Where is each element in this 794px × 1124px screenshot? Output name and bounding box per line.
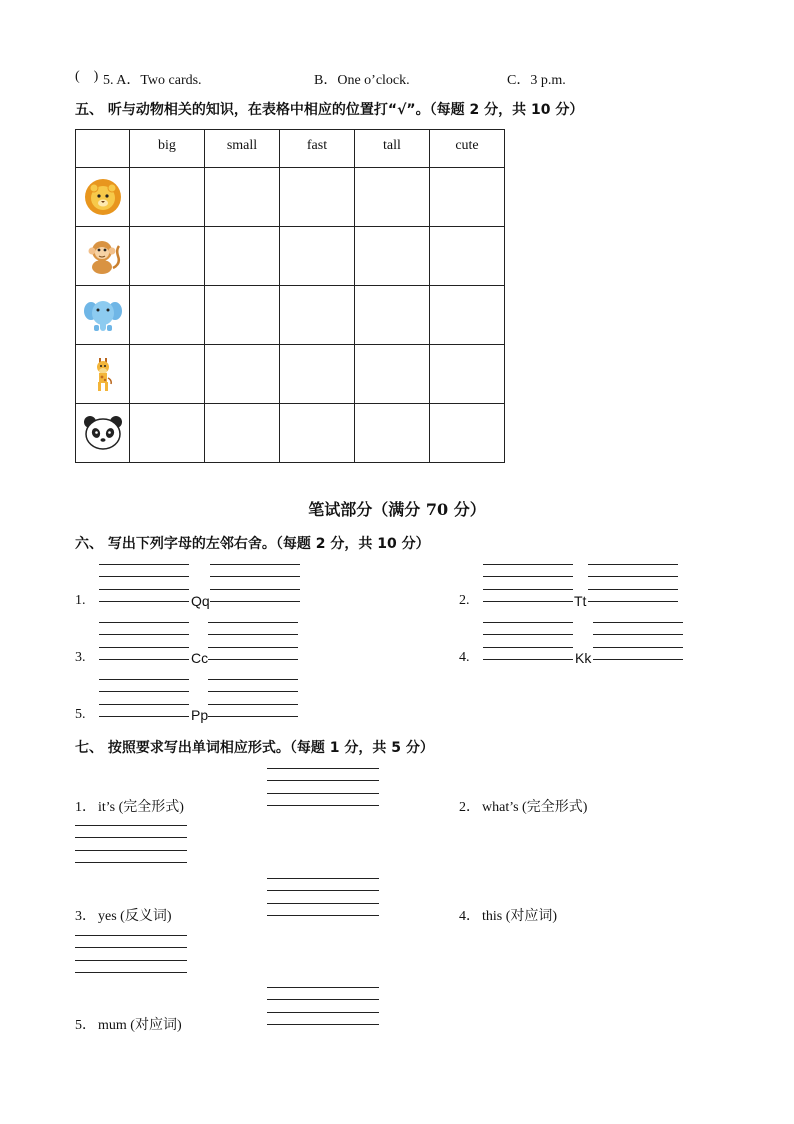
table-row: [76, 227, 505, 286]
cell-big[interactable]: [130, 286, 205, 345]
item-number: 3.: [75, 650, 86, 665]
cell-fast[interactable]: [280, 286, 355, 345]
answer-lines-left[interactable]: [99, 622, 189, 662]
table-row: [76, 345, 505, 404]
cell-fast[interactable]: [280, 168, 355, 227]
cell-small[interactable]: [205, 168, 280, 227]
cell-fast[interactable]: [280, 404, 355, 463]
letter-pair: Qq: [191, 593, 210, 609]
item-number: 1．: [75, 800, 96, 815]
cell-tall[interactable]: [355, 227, 430, 286]
answer-lines-left[interactable]: [99, 564, 189, 604]
table-row: [76, 168, 505, 227]
animal-table: [75, 129, 505, 463]
q5-option-a: 5. A．Two cards.: [103, 73, 202, 88]
q5-option-b: B．One o’clock.: [314, 73, 410, 88]
cell-small[interactable]: [205, 345, 280, 404]
item-number: 4．: [459, 909, 480, 924]
item-number: 2．: [459, 800, 480, 815]
item-number: 5．: [75, 1018, 96, 1033]
answer-lines-left[interactable]: [483, 564, 573, 604]
cell-cute[interactable]: [430, 404, 505, 463]
word-prompt: it’s (完全形式): [98, 800, 184, 815]
cell-cute[interactable]: [430, 286, 505, 345]
word-prompt: mum (对应词): [98, 1018, 182, 1033]
cell-cute[interactable]: [430, 345, 505, 404]
q5-paren: ( ): [75, 69, 99, 84]
cell-tall[interactable]: [355, 286, 430, 345]
word-prompt: what’s (完全形式): [482, 800, 588, 815]
table-row: [76, 404, 505, 463]
item-number: 3．: [75, 909, 96, 924]
letter-pair: Tt: [574, 593, 587, 609]
item-number: 1.: [75, 593, 86, 608]
answer-lines[interactable]: [267, 878, 379, 918]
lion-icon: [76, 168, 130, 227]
column-header: fast: [280, 130, 355, 168]
column-header: tall: [355, 130, 430, 168]
column-header: cute: [430, 130, 505, 168]
cell-tall[interactable]: [355, 404, 430, 463]
item-number: 2.: [459, 593, 470, 608]
answer-lines-left[interactable]: [99, 679, 189, 719]
cell-fast[interactable]: [280, 227, 355, 286]
answer-lines[interactable]: [267, 987, 379, 1027]
table-row: [76, 286, 505, 345]
item-number: 4.: [459, 650, 470, 665]
answer-lines[interactable]: [75, 935, 187, 975]
letter-pair: Kk: [575, 650, 592, 666]
answer-lines-right[interactable]: [208, 679, 298, 719]
answer-lines-right[interactable]: [210, 564, 300, 604]
giraffe-icon: [76, 345, 130, 404]
q5-option-c: C．3 p.m.: [507, 73, 566, 88]
cell-tall[interactable]: [355, 345, 430, 404]
panda-icon: [76, 404, 130, 463]
monkey-icon: [76, 227, 130, 286]
written-part-title: 笔试部分（满分 70 分）: [308, 500, 486, 519]
cell-big[interactable]: [130, 345, 205, 404]
cell-cute[interactable]: [430, 227, 505, 286]
word-prompt: yes (反义词): [98, 909, 172, 924]
cell-big[interactable]: [130, 227, 205, 286]
answer-lines[interactable]: [75, 825, 187, 865]
cell-cute[interactable]: [430, 168, 505, 227]
answer-lines-right[interactable]: [208, 622, 298, 662]
cell-fast[interactable]: [280, 345, 355, 404]
answer-lines-right[interactable]: [588, 564, 678, 604]
section5-heading: 五、 听与动物相关的知识，在表格中相应的位置打“√”。（每题 2 分，共 10 分）: [75, 102, 584, 118]
letter-pair: Cc: [191, 650, 209, 666]
item-number: 5.: [75, 707, 86, 722]
elephant-icon: [76, 286, 130, 345]
cell-tall[interactable]: [355, 168, 430, 227]
section6-heading: 六、 写出下列字母的左邻右舍。（每题 2 分，共 10 分）: [75, 536, 430, 552]
cell-big[interactable]: [130, 168, 205, 227]
answer-lines-left[interactable]: [483, 622, 573, 662]
cell-small[interactable]: [205, 227, 280, 286]
cell-big[interactable]: [130, 404, 205, 463]
table-header-row: [76, 130, 505, 168]
section7-heading: 七、 按照要求写出单词相应形式。（每题 1 分，共 5 分）: [75, 740, 434, 756]
cell-small[interactable]: [205, 286, 280, 345]
column-header: small: [205, 130, 280, 168]
column-header: big: [130, 130, 205, 168]
answer-lines[interactable]: [267, 768, 379, 808]
answer-lines-right[interactable]: [593, 622, 683, 662]
letter-pair: Pp: [191, 707, 209, 723]
table-corner: [76, 130, 130, 168]
word-prompt: this (对应词): [482, 909, 558, 924]
cell-small[interactable]: [205, 404, 280, 463]
